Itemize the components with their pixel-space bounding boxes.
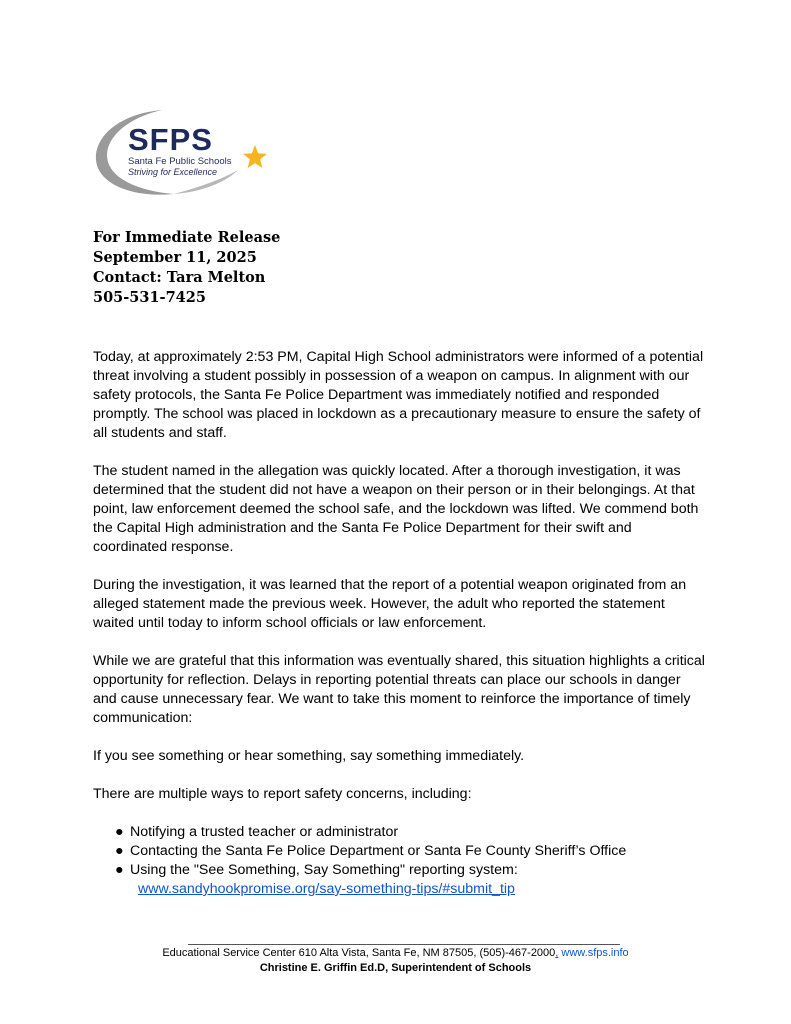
bullet-icon: ●	[115, 843, 124, 859]
paragraph-investigation: The student named in the allegation was quickly located. After a thorough investigation, it was determined that the student did not have a weapon on their person or in their belongings. At that point, law enforcement deemed the school safe, and the lockdown was lifted. We commend both the Capital High administration and the Santa Fe Police Department for their swift and coordinated response.	[93, 463, 699, 555]
bullet-icon: ●	[115, 824, 124, 840]
footer-superintendent: Christine E. Griffin Ed.D, Superintendent of Schools	[259, 962, 532, 974]
reporting-methods-list	[93, 823, 705, 880]
paragraph-report-ways: There are multiple ways to report safety concerns, including:	[93, 786, 472, 802]
list-item	[115, 823, 705, 842]
release-contact: Contact: Tara Melton	[93, 269, 266, 286]
press-release-body	[93, 348, 705, 899]
list-item-text: Using the "See Something, Say Something" reporting system:	[129, 862, 518, 878]
footer-address-line	[0, 946, 791, 961]
star-icon	[242, 144, 268, 170]
logo-tagline: Striving for Excellence	[128, 167, 218, 177]
sfps-logo	[92, 108, 277, 200]
list-item-text: Contacting the Santa Fe Police Department or Santa Fe County Sheriff’s Office	[129, 843, 627, 859]
footer	[0, 946, 791, 976]
release-phone: 505-531-7425	[93, 289, 206, 306]
release-header	[93, 228, 280, 308]
footer-address: Educational Service Center 610 Alta Vista, Santa Fe, NM 87505, (505)-467-2000	[162, 947, 556, 959]
bullet-icon: ●	[115, 862, 124, 878]
paragraph-say-something: If you see something or hear something, say something immediately.	[93, 748, 525, 764]
link-line	[93, 880, 705, 899]
list-item	[115, 861, 705, 880]
release-date: September 11, 2025	[93, 249, 257, 266]
paragraph-incident: Today, at approximately 2:53 PM, Capital High School administrators were informed of a potential threat involving a student possibly in possession of a weapon on campus. In alignment with our safety protocols, the Santa Fe Police Department was immediately notified and responded promptly. The school was placed in lockdown as a precautionary measure to ensure the safety of all students and staff.	[93, 349, 704, 441]
paragraph-origin: During the investigation, it was learned that the report of a potential weapon originated from an alleged statement made the previous week. However, the adult who reported the statement waited until today to inform school officials or law enforcement.	[93, 577, 687, 631]
footer-website-link[interactable]: www.sfps.info	[558, 947, 629, 959]
paragraph-reflection: While we are grateful that this information was eventually shared, this situation highlights a critical opportunity for reflection. Delays in reporting potential threats can place our schools in danger and cause unnecessary fear. We want to take this moment to reinforce the importance of timely communication:	[93, 653, 705, 726]
logo-district-name: Santa Fe Public Schools	[128, 156, 232, 167]
list-item-text: Notifying a trusted teacher or administrator	[129, 824, 399, 840]
sandy-hook-tip-link[interactable]: www.sandyhookpromise.org/say-something-tips/#submit_tip	[138, 881, 515, 897]
footer-divider	[188, 944, 620, 945]
logo-wordmark: SFPS	[128, 122, 213, 157]
footer-comma: ,	[555, 947, 559, 959]
list-item	[115, 842, 705, 861]
release-label: For Immediate Release	[93, 229, 281, 246]
